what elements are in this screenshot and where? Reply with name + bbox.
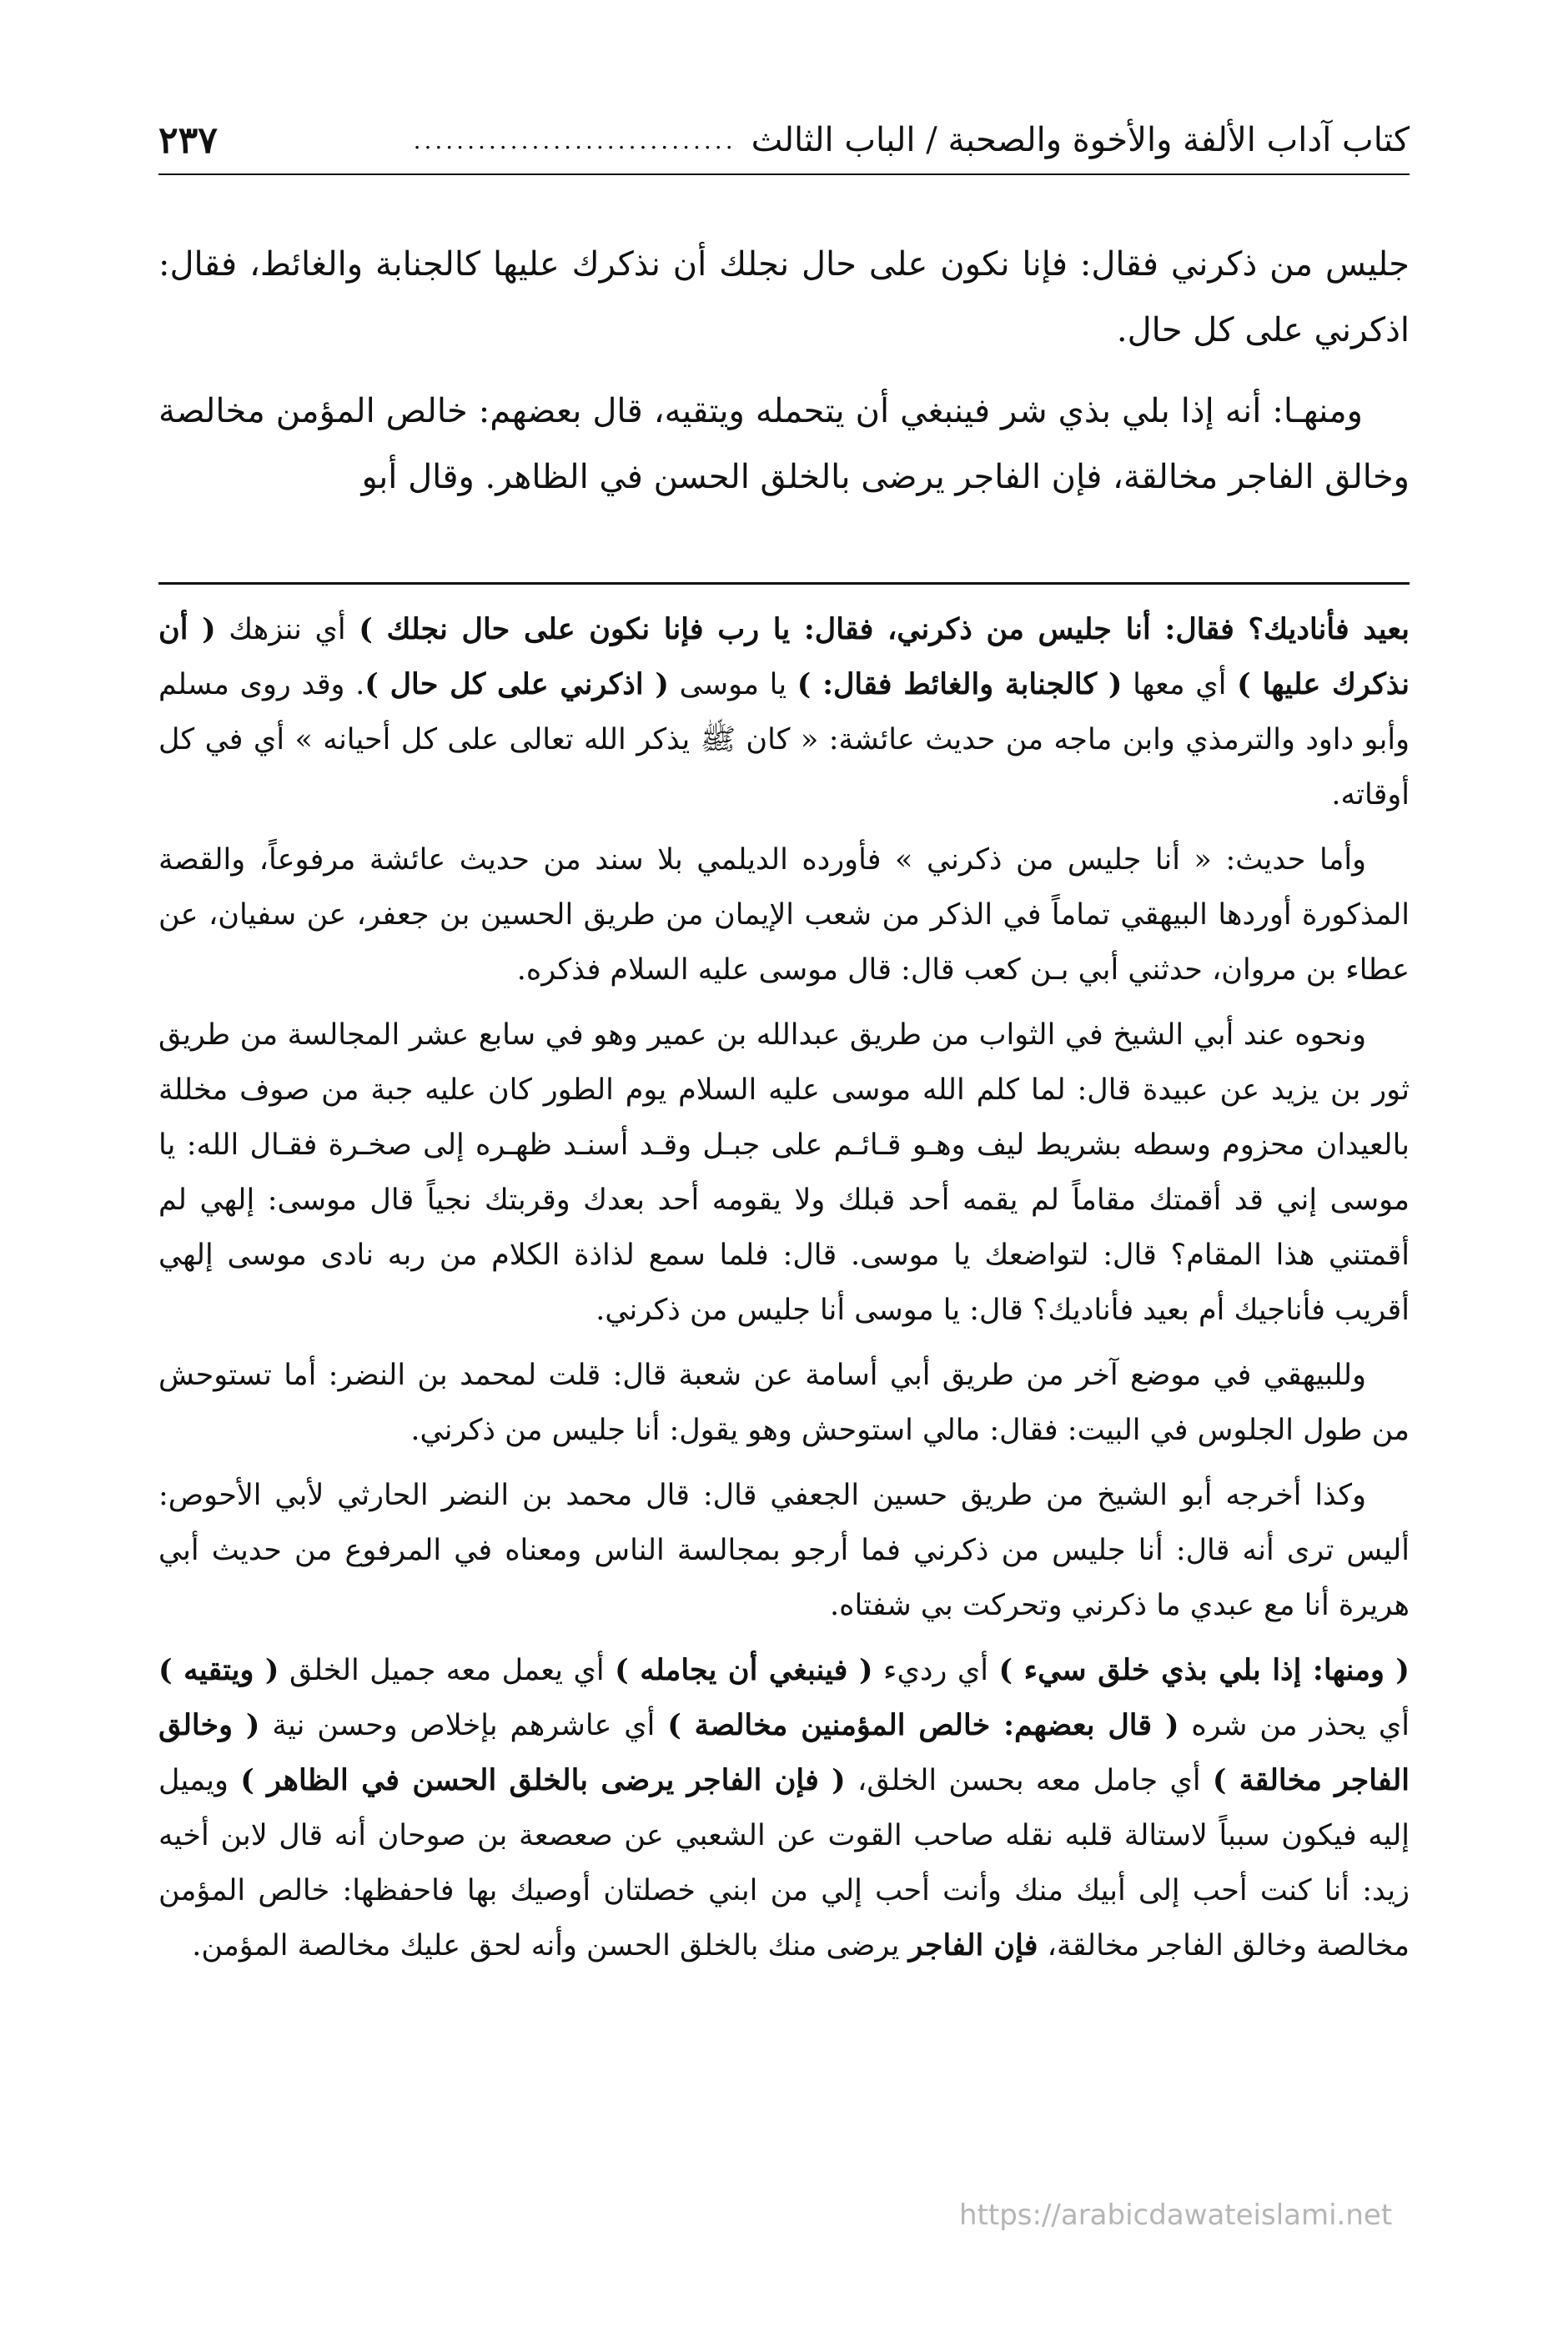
quoted-text: ( وخالق الفاجر مخالقة )	[158, 1708, 1410, 1797]
main-paragraph: جليس من ذكرني فقال: فإنا نكون على حال نجلك أن نذكرك عليها كالجنابة والغائط، فقال: اذكرني على كل حال.	[158, 245, 1410, 349]
quoted-text: ( ويتقيه )	[158, 1653, 279, 1687]
running-header	[158, 107, 1410, 175]
quoted-text: فإن الفاجر	[908, 1928, 1038, 1963]
commentary-span: أي يعمل معه جميل الخلق	[279, 1654, 616, 1687]
commentary-paragraph	[158, 602, 1410, 822]
quoted-text: ( ومنها: إذا بلي بذي خلق سيء )	[998, 1653, 1410, 1687]
page-number: ٢٣٧	[158, 118, 218, 162]
quoted-text: ( فإن الفاجر يرضى بالخلق الحسن في الظاهر )	[240, 1763, 846, 1797]
commentary-paragraph: وكذا أخرجه أبو الشيخ من طريق حسين الجعفي قال: قال محمد بن النضر الحارثي لأبي الأحوص: أليس ترى أنه قال: أنا جليس من ذكرني فما أرجو بمجالسة الناس ومعناه في المرفوع من حديث أبي هريرة أنا مع عبدي ما ذكرني وتحركت بي شفتاه.	[158, 1479, 1410, 1622]
commentary-span: أي رديء	[872, 1654, 999, 1687]
quoted-text: ( كالجنابة والغائط فقال: )	[797, 667, 1123, 701]
commentary-span: أي يحذر من شره	[1179, 1709, 1410, 1742]
quoted-text: ( فينبغي أن يجامله )	[615, 1653, 873, 1687]
commentary-span: أي معها	[1122, 668, 1238, 701]
source-watermark: https://arabicdawateislami.net	[959, 2199, 1393, 2232]
commentary-span: أي ننزهك	[215, 613, 359, 646]
commentary-span: أي جامل معه بحسن الخلق،	[845, 1764, 1213, 1797]
quoted-text: ( أن نذكرك عليها )	[158, 612, 1410, 701]
header-title: كتاب آداب الألفة والأخوة والصحبة / الباب الثالث	[751, 121, 1410, 159]
quoted-text: ( اذكرني على كل حال )	[364, 667, 669, 701]
commentary-span: ويميل إليه فيكون سبباً لاستالة قلبه نقله صاحب القوت عن الشعبي عن صعصعة بن صوحان أنه قال لابن أخيه زيد: أنا كنت أحب إلى أبيك منك وأنت أحب إلي من ابني خصلتان أوصيك بها فاحفظها: خالص المؤمن مخالصة وخالق الفاجر مخالقة،	[158, 1764, 1410, 1963]
main-text	[158, 232, 1410, 525]
commentary-paragraph	[158, 1643, 1410, 1973]
quoted-text: بعيد فأناديك؟ فقال: أنا جليس من ذكرني، فقال: يا رب فإنا نكون على حال نجلك )	[359, 612, 1410, 646]
commentary-paragraph: ونحوه عند أبي الشيخ في الثواب من طريق عبدالله بن عمير وهو في سابع عشر المجالسة من طريق ثور بن يزيد عن عبيدة قال: لما كلم الله موسى عليه السلام يوم الطور كان عليه جبة من صوف مخللة بالعيدان محزوم وسطه بشريط ليف وهـو قـائـم على جبـل وقـد أسنـد ظهـره إلى صخـرة فقـال الله: يا موسى إني قد أقمتك مقاماً لم يقمه أحد قبلك ولا يقومه أحد بعدك وقربتك نجياً قال موسى: إلهي لم أقمتني هذا المقام؟ قال: لتواضعك يا موسى. قال: فلما سمع لذاذة الكلام من ربه نادى موسى إلهي أقريب فأناجيك أم بعيد فأناديك؟ قال: يا موسى أنا جليس من ذكرني.	[158, 1018, 1410, 1327]
main-paragraph: ومنهـا: أنه إذا بلي بذي شر فينبغي أن يتحمله ويتقيه، قال بعضهم: خالص المؤمن مخالصة وخالق الفاجر مخالقة، فإن الفاجر يرضى بالخلق الحسن في الظاهر. وقال أبو	[158, 392, 1410, 496]
commentary-span: يرضى منك بالخلق الحسن وأنه لحق عليك مخالصة المؤمن.	[192, 1929, 909, 1963]
commentary-span: يا موسى	[668, 668, 797, 701]
quoted-text: ( قال بعضهم: خالص المؤمنين مخالصة )	[667, 1708, 1179, 1742]
footnote-divider	[158, 582, 1410, 585]
commentary-paragraph: وللبيهقي في موضع آخر من طريق أبي أسامة عن شعبة قال: قلت لمحمد بن النضر: أما تستوحش من طول الجلوس في البيت: فقال: مالي استوحش وهو يقول: أنا جليس من ذكرني.	[158, 1359, 1410, 1447]
commentary-span: . وقد روى مسلم وأبو داود والترمذي وابن ماجه من حديث عائشة: « كان ﷺ يذكر الله تعالى على كل أحيانه » أي في كل أوقاته.	[158, 668, 1410, 812]
commentary-text	[158, 602, 1410, 1983]
commentary-paragraph: وأما حديث: « أنا جليس من ذكرني » فأورده الديلمي بلا سند من حديث عائشة مرفوعاً، والقصة المذكورة أوردها البيهقي تماماً في الذكر من شعب الإيمان من طريق الحسين بن جعفر، عن سفيان، عن عطاء بن مروان، حدثني أبي بـن كعب قال: قال موسى عليه السلام فذكره.	[158, 843, 1410, 987]
commentary-span: أي عاشرهم بإخلاص وحسن نية	[259, 1709, 668, 1742]
header-leader-dots: ..............................	[413, 126, 736, 154]
